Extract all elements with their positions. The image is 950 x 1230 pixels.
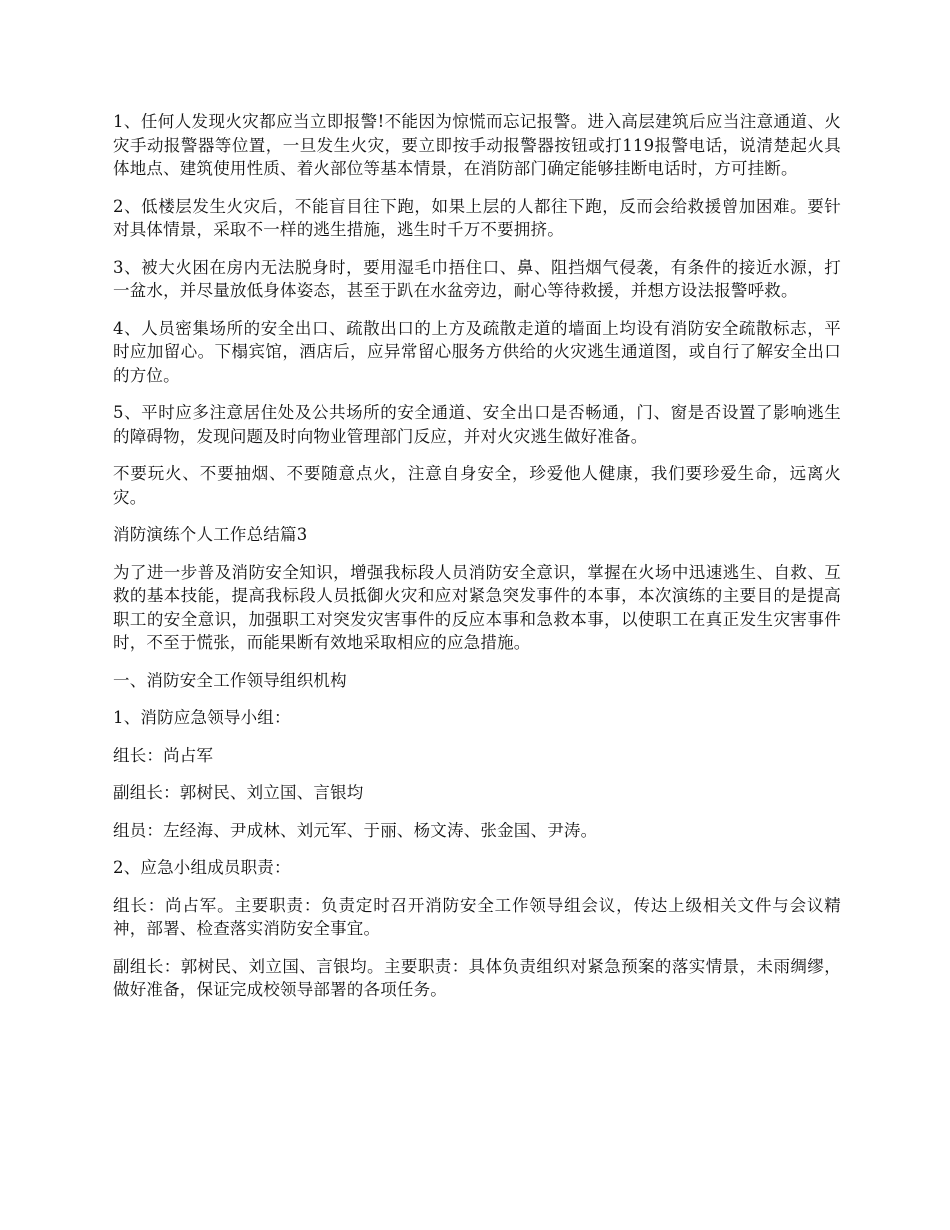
list-item: 组员：左经海、尹成林、刘元军、于丽、杨文涛、张金国、尹涛。 [113, 820, 598, 840]
list-item: 1、消防应急领导小组： [113, 708, 291, 727]
list-item: 副组长：郭树民、刘立国、言银均 [113, 783, 364, 802]
paragraph-daily-attention: 5、平时应多注意居住处及公共场所的安全通道、安全出口是否畅通，门、窗是否设置了影响逃生的障碍物，发现问题及时向物业管理部门反应，并对火灾逃生做好准备。 [113, 403, 841, 446]
section-heading: 消防演练个人工作总结篇3 [113, 525, 308, 544]
list-item: 2、应急小组成员职责： [113, 858, 291, 877]
list-item: 组长：尚占军。主要职责：负责定时召开消防安全工作领导组会议，传达上级相关文件与会议精神，部署、检查落实消防安全事宜。 [113, 895, 841, 938]
paragraph-exit-signs: 4、人员密集场所的安全出口、疏散出口的上方及疏散走道的墙面上均设有消防安全疏散标志，平时应加留心。下榻宾馆，酒店后，应异常留心服务方供给的火灾逃生通道图，或自行了解安全出口的方位。 [113, 318, 841, 385]
paragraph-trapped: 3、被大火困在房内无法脱身时，要用湿毛巾捂住口、鼻、阻挡烟气侵袭，有条件的接近水源，打一盆水，并尽量放低身体姿态，甚至于趴在水盆旁边，耐心等待救援，并想方设法报警呼救。 [113, 257, 841, 300]
paragraph-warning: 不要玩火、不要抽烟、不要随意点火，注意自身安全，珍爱他人健康，我们要珍爱生命，远离火灾。 [113, 464, 841, 507]
subsection-heading: 一、消防安全工作领导组织机构 [113, 670, 347, 690]
document-body [113, 110, 841, 1016]
list-item: 组长：尚占军 [113, 745, 214, 765]
list-item: 副组长：郭树民、刘立国、言银均。主要职责：具体负责组织对紧急预案的落实情景，未雨绸缪，做好准备，保证完成校领导部署的各项任务。 [113, 956, 841, 999]
paragraph-low-floor: 2、低楼层发生火灾后，不能盲目往下跑，如果上层的人都往下跑，反而会给救援曾加困难。要针对具体情景，采取不一样的逃生措施，逃生时千万不要拥挤。 [113, 196, 841, 239]
paragraph-purpose: 为了进一步普及消防安全知识，增强我标段人员消防安全意识，掌握在火场中迅速逃生、自救、互救的基本技能，提高我标段人员抵御火灾和应对紧急突发事件的本事，本次演练的主要目的是提高职工的安全意识，加强职工对突发灾害事件的反应本事和急救本事，以使职工在真正发生灾害事件时，不至于慌张，而能果断有效地采取相应的应急措施。 [113, 562, 841, 652]
paragraph-fire-report: 1、任何人发现火灾都应当立即报警!不能因为惊慌而忘记报警。进入高层建筑后应当注意通道、火灾手动报警器等位置，一旦发生火灾，要立即按手动报警器按钮或打119报警电话，说清楚起火具体地点、建筑使用性质、着火部位等基本情景，在消防部门确定能够挂断电话时，方可挂断。 [113, 112, 841, 178]
